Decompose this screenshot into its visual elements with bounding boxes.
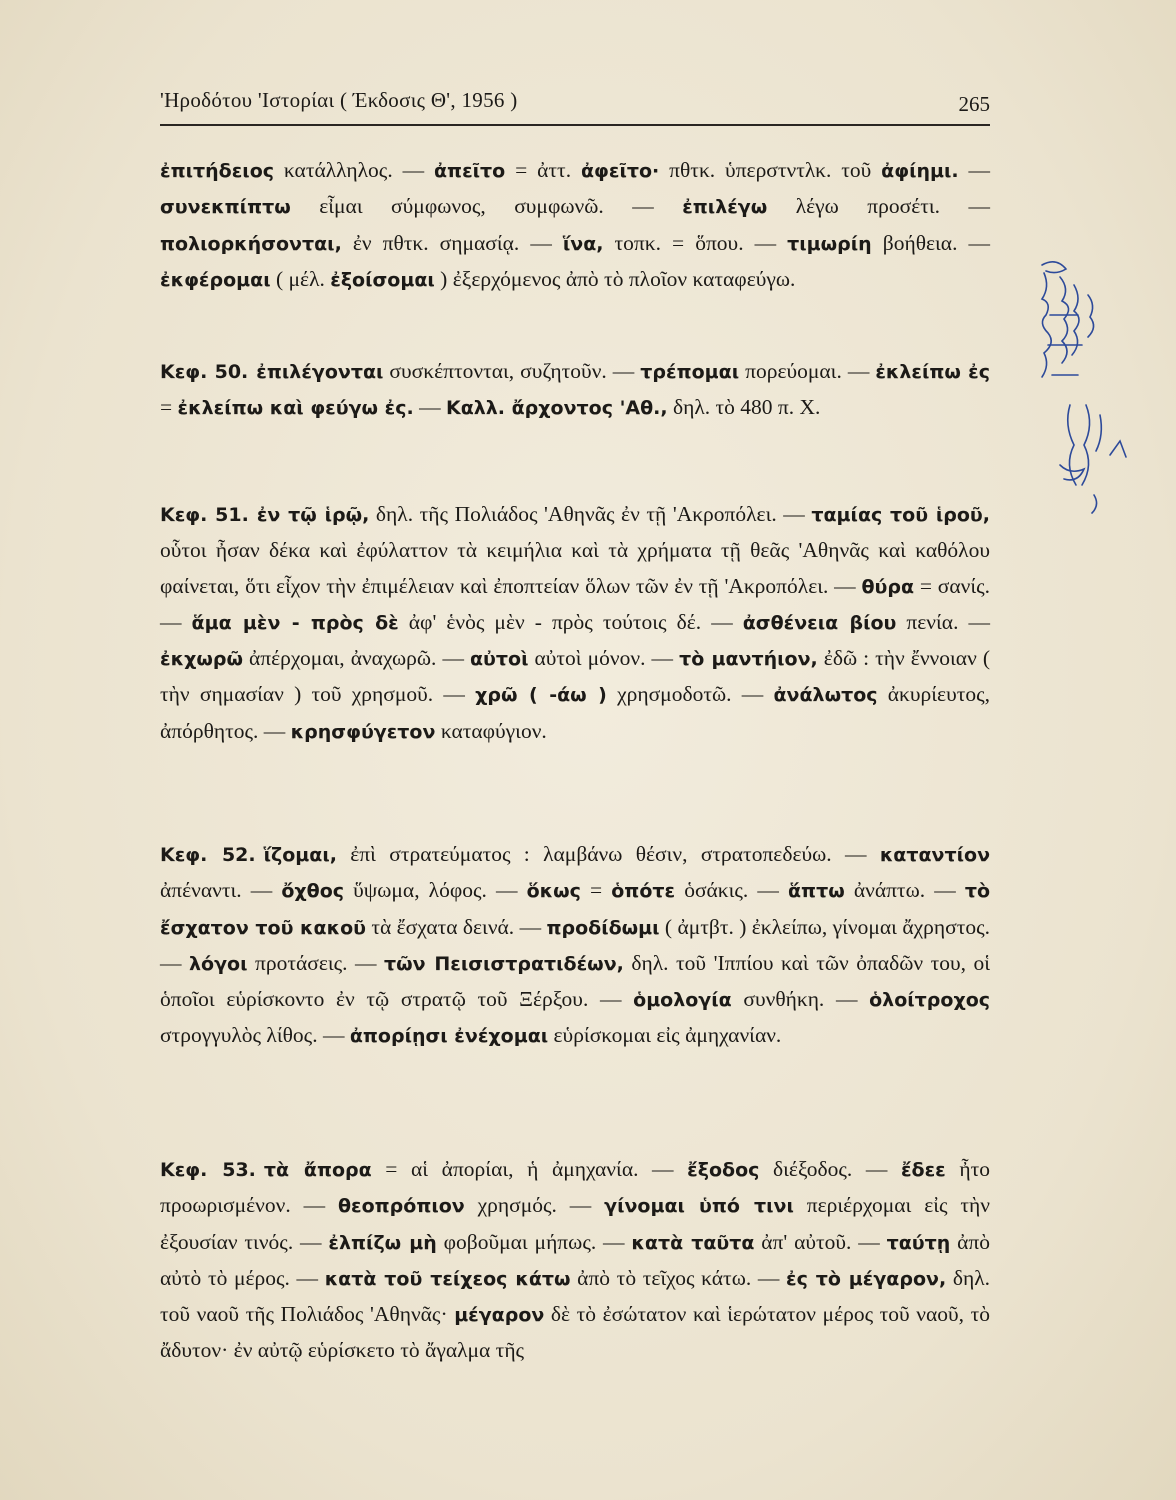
lemma: γίνομαι ὑπό τινι: [604, 1195, 794, 1218]
lemma: συνεκπίπτω: [160, 196, 291, 219]
chapter-ref: Κεφ. 50.: [160, 361, 249, 383]
lemma: προδίδωμι: [546, 916, 660, 939]
entry-chapter-53: [160, 1152, 990, 1369]
lemma: ἅμα μὲν - πρὸς δὲ: [191, 611, 399, 634]
gloss: στρογγυλὸς λίθος. —: [160, 1023, 350, 1048]
gloss: εὑρίσκομαι εἰς ἀμηχανίαν.: [548, 1023, 782, 1048]
gloss: ἀπ' αὐτοῦ. —: [754, 1229, 887, 1254]
gloss: —: [958, 158, 991, 182]
entry-chapter-52: [160, 837, 990, 1055]
gloss: δηλ. τῆς Πολιάδος 'Αθηνᾶς ἐν τῇ 'Ακροπόλει. —: [369, 502, 812, 526]
gloss: εἶμαι σύμφωνος, συμφωνῶ. —: [290, 194, 683, 219]
gloss: ) ἐξερχόμενος ἀπὸ τὸ πλοῖον καταφεύγω.: [434, 266, 796, 291]
lemma: τὸ μαντήιον,: [679, 648, 818, 671]
lemma: ἐν τῷ ἱρῷ,: [256, 504, 370, 526]
lemma: ἐς τὸ μέγαρον,: [786, 1267, 947, 1290]
lemma: τὸ ἔσχατον τοῦ κακοῦ: [160, 880, 990, 939]
lemma: τὰ ἄπορα: [263, 1159, 372, 1181]
gloss: χρησμοδοτῶ. —: [606, 682, 774, 707]
gloss: τὰ ἔσχατα δεινά. —: [365, 914, 547, 939]
lemma: ἔδεε: [900, 1159, 946, 1181]
lemma: ἐπιτήδειος: [160, 160, 275, 182]
gloss: =: [580, 878, 612, 903]
lemma: ἀσθένεια βίου: [742, 611, 897, 634]
marginal-ink-sketch: [1030, 255, 1140, 535]
lemma: ἐκχωρῶ: [160, 648, 243, 671]
lemma: ἵνα,: [562, 232, 604, 255]
lemma: ὁλοίτροχος: [869, 989, 991, 1012]
running-title: 'Ηροδότου 'Ιστορίαι ( Έκδοσις Θ', 1956 ): [160, 88, 518, 112]
gloss: ἀπὸ τὸ τεῖχος κάτω. —: [570, 1265, 787, 1290]
gloss: συσκέπτονται, συζητοῦν. —: [383, 359, 641, 383]
lemma: λόγοι: [189, 952, 248, 975]
header-rule: [160, 124, 990, 126]
gloss: —: [413, 395, 446, 420]
gloss: δηλ. τὸ 480 π. Χ.: [667, 395, 821, 420]
lemma: πολιορκήσονται,: [160, 232, 342, 255]
lemma: κατὰ τοῦ τείχεος κάτω: [324, 1267, 571, 1290]
gloss: ἐπὶ στρατεύματος : λαμβάνω θέσιν, στρατοπεδεύω. —: [336, 842, 880, 866]
lemma: ὁμολογία: [633, 989, 732, 1012]
gloss: ἀνάπτω. —: [844, 878, 965, 903]
entry-continuation: [160, 153, 990, 298]
lemma: τῶν Πεισιστρατιδέων,: [384, 952, 624, 975]
gloss: κατάλληλος. —: [274, 158, 434, 182]
gloss: =: [160, 395, 178, 420]
lemma: ἐλπίζω μὴ: [328, 1231, 437, 1254]
lemma: ἐπιλέγω: [682, 196, 768, 219]
lemma: ἀπορίῃσι ἐνέχομαι: [349, 1025, 549, 1048]
lemma: ὁπότε: [611, 880, 676, 903]
gloss: ἀπέναντι. —: [160, 878, 282, 903]
gloss: βοήθεια. —: [871, 230, 990, 255]
chapter-ref: Κεφ. 52.: [160, 844, 256, 866]
gloss: ἀκυρίευτος, ἀπόρθητος. —: [160, 682, 990, 743]
gloss: ἀφ' ἑνὸς μὲν - πρὸς τούτοις δέ. —: [398, 609, 743, 634]
lemma: ἔξοδος: [687, 1159, 760, 1181]
page-header: [160, 88, 990, 124]
gloss: οὗτοι ἦσαν δέκα καὶ ἐφύλαττον τὰ κειμήλια καὶ τὰ χρήματα τῇ θεᾶς 'Αθηνᾶς καὶ καθόλου φαίνεται, ὅτι εἶχον τὴν ἐπιμέλειαν καὶ ἐποπτείαν ὅλων τῶν ἐν τῇ 'Ακροπόλει. —: [160, 538, 990, 598]
lemma: ἐκφέρομαι: [160, 268, 271, 291]
gloss: φοβοῦμαι μήπως. —: [436, 1229, 632, 1254]
lemma: ὄχθος: [281, 880, 345, 903]
gloss: ( ἀμτβτ. ) ἐκλείπω, γίνομαι ἄχρηστος. —: [160, 914, 990, 975]
chapter-ref: Κεφ. 53.: [160, 1159, 256, 1181]
lemma: καταντίον: [879, 844, 991, 866]
gloss: ( μέλ.: [270, 266, 331, 291]
lemma: ἅπτω: [788, 880, 845, 903]
lemma: κατὰ ταῦτα: [631, 1231, 755, 1254]
page-number: 265: [958, 92, 990, 116]
lemma: ὅκως: [526, 880, 581, 903]
lemma: τιμωρίη: [787, 232, 872, 255]
lemma: Καλλ. ἄρχοντος 'Αθ.,: [445, 397, 668, 420]
lemma: αὐτοὶ: [470, 648, 529, 671]
lemma: θύρα: [861, 575, 915, 598]
gloss: = σανίς. —: [160, 573, 991, 634]
lemma: θεοπρόπιον: [337, 1195, 465, 1218]
gloss: δηλ. τοῦ 'Ιππίου καὶ τῶν ὀπαδῶν του, οἱ ὁποῖοι εὑρίσκοντο ἐν τῷ στρατῷ τοῦ Ξέρξου. —: [160, 950, 991, 1012]
lemma: ἐκλείπω καὶ φεύγω ἐς.: [177, 397, 414, 420]
gloss: χρησμός. —: [464, 1193, 605, 1218]
gloss: ἦτο προωρισμένον. —: [160, 1157, 991, 1218]
gloss: αὐτοὶ μόνον. —: [528, 646, 680, 671]
lemma: ἐκλείπω ἐς: [875, 361, 991, 383]
gloss: τοπκ. = ὅπου. —: [603, 230, 788, 255]
gloss: δὲ τὸ ἐσώτατον καὶ ἱερώτατον μέρος τοῦ ναοῦ, τὸ ἄδυτον· ἐν αὐτῷ εὑρίσκετο τὸ ἄγαλμα τῆς: [160, 1302, 991, 1363]
gloss: δηλ. τοῦ ναοῦ τῆς Πολιάδος 'Αθηνᾶς·: [160, 1265, 990, 1327]
gloss: ἐν πθτκ. σημασίᾳ. —: [341, 230, 563, 255]
lemma: ἐπιλέγονται: [256, 361, 384, 383]
gloss: καταφύγιον.: [435, 718, 547, 743]
gloss: = ἀττ.: [505, 158, 581, 182]
gloss: διέξοδος. —: [759, 1157, 901, 1181]
entry-chapter-51: [160, 497, 990, 750]
lemma: τρέπομαι: [640, 361, 740, 383]
lemma: ἀπεῖτο: [433, 160, 506, 182]
lemma: ἀνάλωτος: [773, 684, 878, 707]
lemma: κρησφύγετον: [290, 720, 436, 743]
lemma: ἵζομαι,: [263, 844, 337, 866]
lemma: χρῶ ( -άω ): [475, 684, 607, 707]
gloss: πθτκ. ὑπερστντλκ. τοῦ: [659, 158, 882, 182]
lemma: ἀφεῖτο·: [580, 160, 660, 182]
gloss: ἐδῶ : τὴν ἔννοιαν ( τὴν σημασίαν ) τοῦ χρησμοῦ. —: [160, 646, 990, 707]
gloss: συνθήκη. —: [731, 987, 870, 1012]
gloss: ὕψωμα, λόφος. —: [344, 878, 527, 903]
lemma: μέγαρον: [454, 1304, 545, 1327]
gloss: περιέρχομαι εἰς τὴν ἐξουσίαν τινός. —: [160, 1193, 990, 1254]
gloss: πορεύομαι. —: [739, 359, 876, 383]
lemma: ἐξοίσομαι: [330, 268, 435, 291]
gloss: προτάσεις. —: [247, 950, 385, 975]
lemma: ἀφίημι.: [881, 160, 959, 182]
gloss: ἀπέρχομαι, ἀναχωρῶ. —: [242, 646, 470, 671]
chapter-ref: Κεφ. 51.: [160, 504, 249, 526]
lemma: ταμίας τοῦ ἱροῦ,: [811, 504, 990, 526]
gloss: πενία. —: [896, 609, 990, 634]
gloss: ἀπὸ αὐτὸ τὸ μέρος. —: [160, 1229, 991, 1290]
gloss: = αἱ ἀπορίαι, ἡ ἀμηχανία. —: [371, 1157, 688, 1181]
lemma: ταύτῃ: [886, 1231, 951, 1254]
gloss: ὁσάκις. —: [675, 878, 788, 903]
gloss: λέγω προσέτι. —: [767, 194, 990, 219]
entry-chapter-50: [160, 354, 990, 427]
